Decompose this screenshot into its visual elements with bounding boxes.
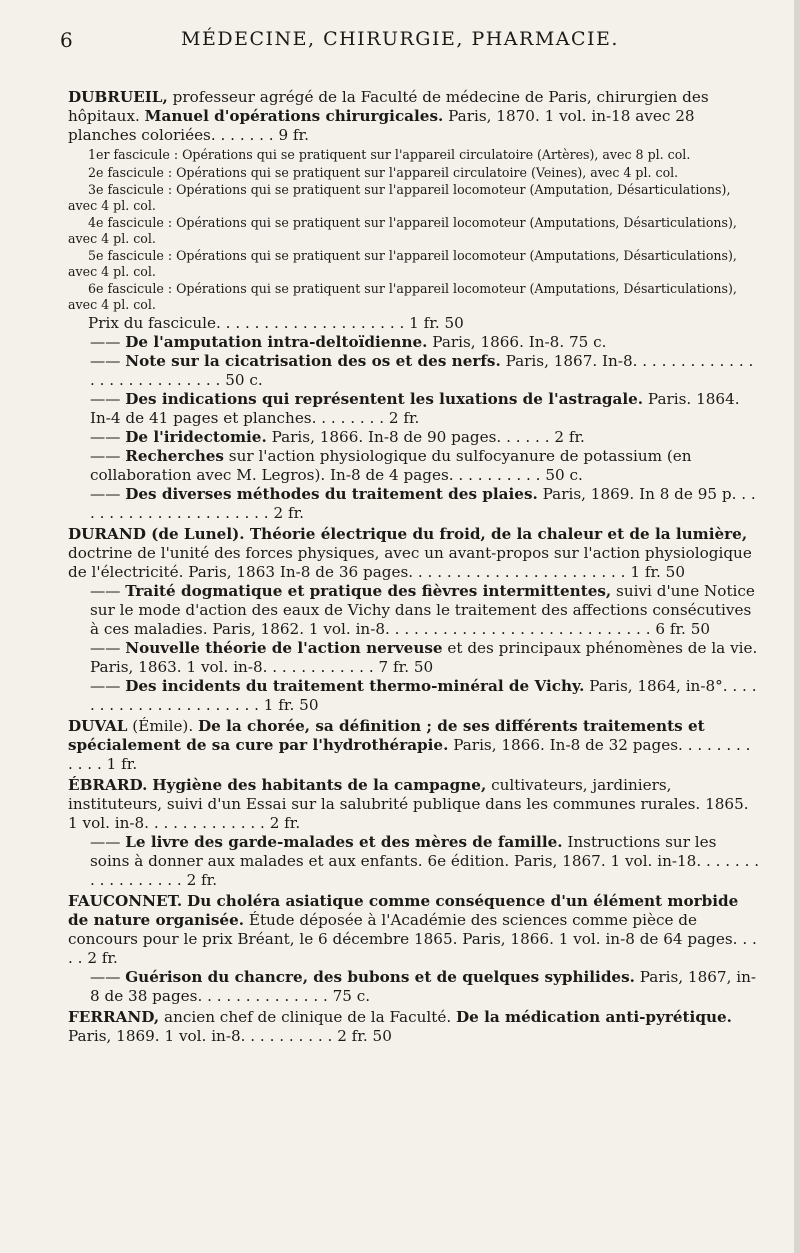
sub-entry-title: De l'iridectomie. <box>125 428 267 446</box>
sub-entry-title: Des incidents du traitement thermo-minéral de Vichy. <box>125 677 585 695</box>
sub-entry-details: Paris, 1869. In 8 de 95 p. . . . . . . . . . . . . . . . . . . . . . <box>90 485 756 522</box>
entry-price: 2 fr. 50 <box>337 1027 392 1045</box>
entry-price: 2 fr. <box>87 949 118 967</box>
page-number: 6 <box>60 28 73 52</box>
sub-entry-price: 2 fr. <box>554 428 585 446</box>
entry-author: ÉBRARD. <box>68 776 148 794</box>
entry-intro: professeur agrégé de la Faculté de médecine de Paris, chirurgien des hôpitaux. <box>68 88 709 125</box>
entry-details: doctrine de l'unité des forces physiques, avec un avant-propos sur l'action physiologique de l'électricité. Paris, 1863 In-8 de 36 pages. . . . . . . . . . . . . . . . . . . . . . . <box>68 544 752 581</box>
sub-entry-price: 75 c. <box>332 987 371 1005</box>
entry-author: DUVAL <box>68 717 128 735</box>
sub-entry-price: 2 fr. <box>388 409 420 427</box>
fascicule-price-label: Prix du fascicule. . . . . . . . . . . . . . . . . . . . <box>88 314 410 332</box>
entry-ferrand <box>68 1008 760 1046</box>
sub-entry-price: 1 fr. 50 <box>263 696 319 714</box>
entry-details: Étude déposée à l'Académie des sciences comme pièce de concours pour le prix Bréant, le 6 décembre 1865. Paris, 1866. 1 vol. in-8 de 64 pages. . . . . <box>68 911 757 967</box>
sub-entry-price: 50 c. <box>545 466 583 484</box>
sub-entry-price: 75 c. <box>568 333 607 351</box>
sub-entry-price: 6 fr. 50 <box>655 620 711 638</box>
sub-entry-details: Paris, 1866. In-8. <box>427 333 569 351</box>
fascicule-price: 1 fr. 50 <box>409 314 464 332</box>
sub-entry-title: Des diverses méthodes du traitement des plaies. <box>125 485 538 503</box>
entry-details: Paris, 1869. 1 vol. in-8. . . . . . . . . . <box>68 1027 338 1045</box>
entry-price: 1 fr. <box>106 755 138 773</box>
sub-entry-title: Des indications qui représentent les luxations de l'astragale. <box>125 390 644 408</box>
page-header <box>0 28 800 58</box>
sub-entry-details: Paris, 1867, in-8 de 38 pages. . . . . . . . . . . . . . <box>90 968 756 1005</box>
entry-title: Hygiène des habitants de la campagne, <box>152 776 487 794</box>
entry-intro: ancien chef de clinique de la Faculté. <box>159 1008 456 1026</box>
fascicule-line: 6e fascicule : Opérations qui se pratiquent sur l'appareil locomoteur (Amputations, Désarticulations), avec 4 pl. col. <box>68 281 737 312</box>
catalogue-entries <box>68 88 760 1048</box>
sub-entry-title: De l'amputation intra-deltoïdienne. <box>125 333 428 351</box>
entry-title: Du choléra asiatique comme conséquence d'un élément morbide de nature organisée. <box>68 892 739 929</box>
entry-author: DURAND <box>68 525 146 543</box>
sub-entry-details: Paris, 1867. In-8. . . . . . . . . . . . . . . . . . . . . . . . . . . <box>90 352 754 389</box>
entry-fauconnet <box>68 892 760 1006</box>
fascicule-line: 5e fascicule : Opérations qui se pratiquent sur l'appareil locomoteur (Amputations, Désarticulations), avec 4 pl. col. <box>68 248 737 279</box>
sub-entry-details: et des principaux phénomènes de la vie. Paris, 1863. 1 vol. in-8. . . . . . . . . . . . <box>90 639 758 676</box>
entry-duval <box>68 717 760 774</box>
entry-title: Manuel d'opérations chirurgicales. <box>144 107 444 125</box>
entry-author: FAUCONNET. <box>68 892 183 910</box>
fascicule-line: 1er fascicule : Opérations qui se pratiquent sur l'appareil circulatoire (Artères), avec 8 pl. col. <box>88 147 691 162</box>
sub-entry-price: 7 fr. 50 <box>378 658 434 676</box>
entry-ebrard <box>68 776 760 890</box>
sub-entry-price: 50 c. <box>225 371 263 389</box>
entry-price: 1 fr. 50 <box>630 563 686 581</box>
sub-entry-price: 2 fr. <box>273 504 304 522</box>
entry-dubrueil <box>68 88 760 523</box>
sub-entry-title: Le livre des garde-malades et des mères de famille. <box>125 833 563 851</box>
entry-author: DUBRUEIL, <box>68 88 168 106</box>
entry-details: Paris, 1870. 1 vol. in-18 avec 28 planches coloriées. . . . . . . <box>68 107 695 144</box>
entry-author: FERRAND, <box>68 1008 160 1026</box>
entry-durand <box>68 525 760 715</box>
entry-details: cultivateurs, jardiniers, instituteurs, suivi d'un Essai sur la salubrité publique dans les communes rurales. 1865. 1 vol. in-8. . . . . . . . . . . . . <box>68 776 749 832</box>
sub-entry-details: Paris. 1864. In-4 de 41 pages et planches. . . . . . . . <box>90 390 740 427</box>
entry-price: 2 fr. <box>269 814 301 832</box>
fascicule-line: 4e fascicule : Opérations qui se pratiquent sur l'appareil locomoteur (Amputations, Désarticulations), avec 4 pl. col. <box>68 215 737 246</box>
sub-entry-details: suivi d'une Notice sur le mode d'action des eaux de Vichy dans le traitement des affections consécutives à ces maladies. Paris, 1862. 1 vol. in-8. . . . . . . . . . . . . . . . . . . . . . . . . . . . <box>90 582 755 638</box>
sub-entry-details: Paris, 1864, in-8°. . . . . . . . . . . . . . . . . . . . . . <box>90 677 757 714</box>
entry-title: De la médication anti-pyrétique. <box>455 1008 732 1026</box>
sub-entry-title: Note sur la cicatrisation des os et des nerfs. <box>125 352 501 370</box>
fascicule-line: 2e fascicule : Opérations qui se pratiquent sur l'appareil circulatoire (Veines), avec 4 pl. col. <box>88 164 679 180</box>
entry-title: Théorie électrique du froid, de la chaleur et de la lumière, <box>249 525 748 543</box>
sub-entry-details: sur l'action physiologique du sulfocyanure de potassium (en collaboration avec M. Legros). In-8 de 4 pages. . . . . . . . . . <box>90 447 692 484</box>
fascicule-line: 3e fascicule : Opérations qui se pratiquent sur l'appareil locomoteur (Amputation, Désarticulations), avec 4 pl. col. <box>68 182 731 213</box>
sub-entry-title: Guérison du chancre, des bubons et de quelques syphilides. <box>125 968 635 986</box>
sub-entry-details: Instructions sur les soins à donner aux malades et aux enfants. 6e édition. Paris, 1867. 1 vol. in-18. . . . . . . . . . . . . . . . . <box>90 833 760 889</box>
entry-details: Paris, 1866. In-8 de 32 pages. . . . . . . . . . . . <box>68 736 751 773</box>
sub-entry-title: Recherches <box>125 447 224 465</box>
entry-intro: (de Lunel). <box>145 525 250 543</box>
sub-entry-details: Paris, 1866. In-8 de 90 pages. . . . . . <box>266 428 555 446</box>
entry-title: De la chorée, sa définition ; de ses différents traitements et spécialement de sa cure par l'hydrothérapie. <box>68 717 705 754</box>
running-title: MÉDECINE, CHIRURGIE, PHARMACIE. <box>181 28 619 50</box>
sub-entry-title: Nouvelle théorie de l'action nerveuse <box>125 639 443 657</box>
entry-price: 9 fr. <box>278 126 309 144</box>
page-edge <box>794 0 800 1253</box>
entry-intro: (Émile). <box>127 717 199 735</box>
sub-entry-price: 2 fr. <box>186 871 218 889</box>
sub-entry-title: Traité dogmatique et pratique des fièvres intermittentes, <box>125 582 612 600</box>
